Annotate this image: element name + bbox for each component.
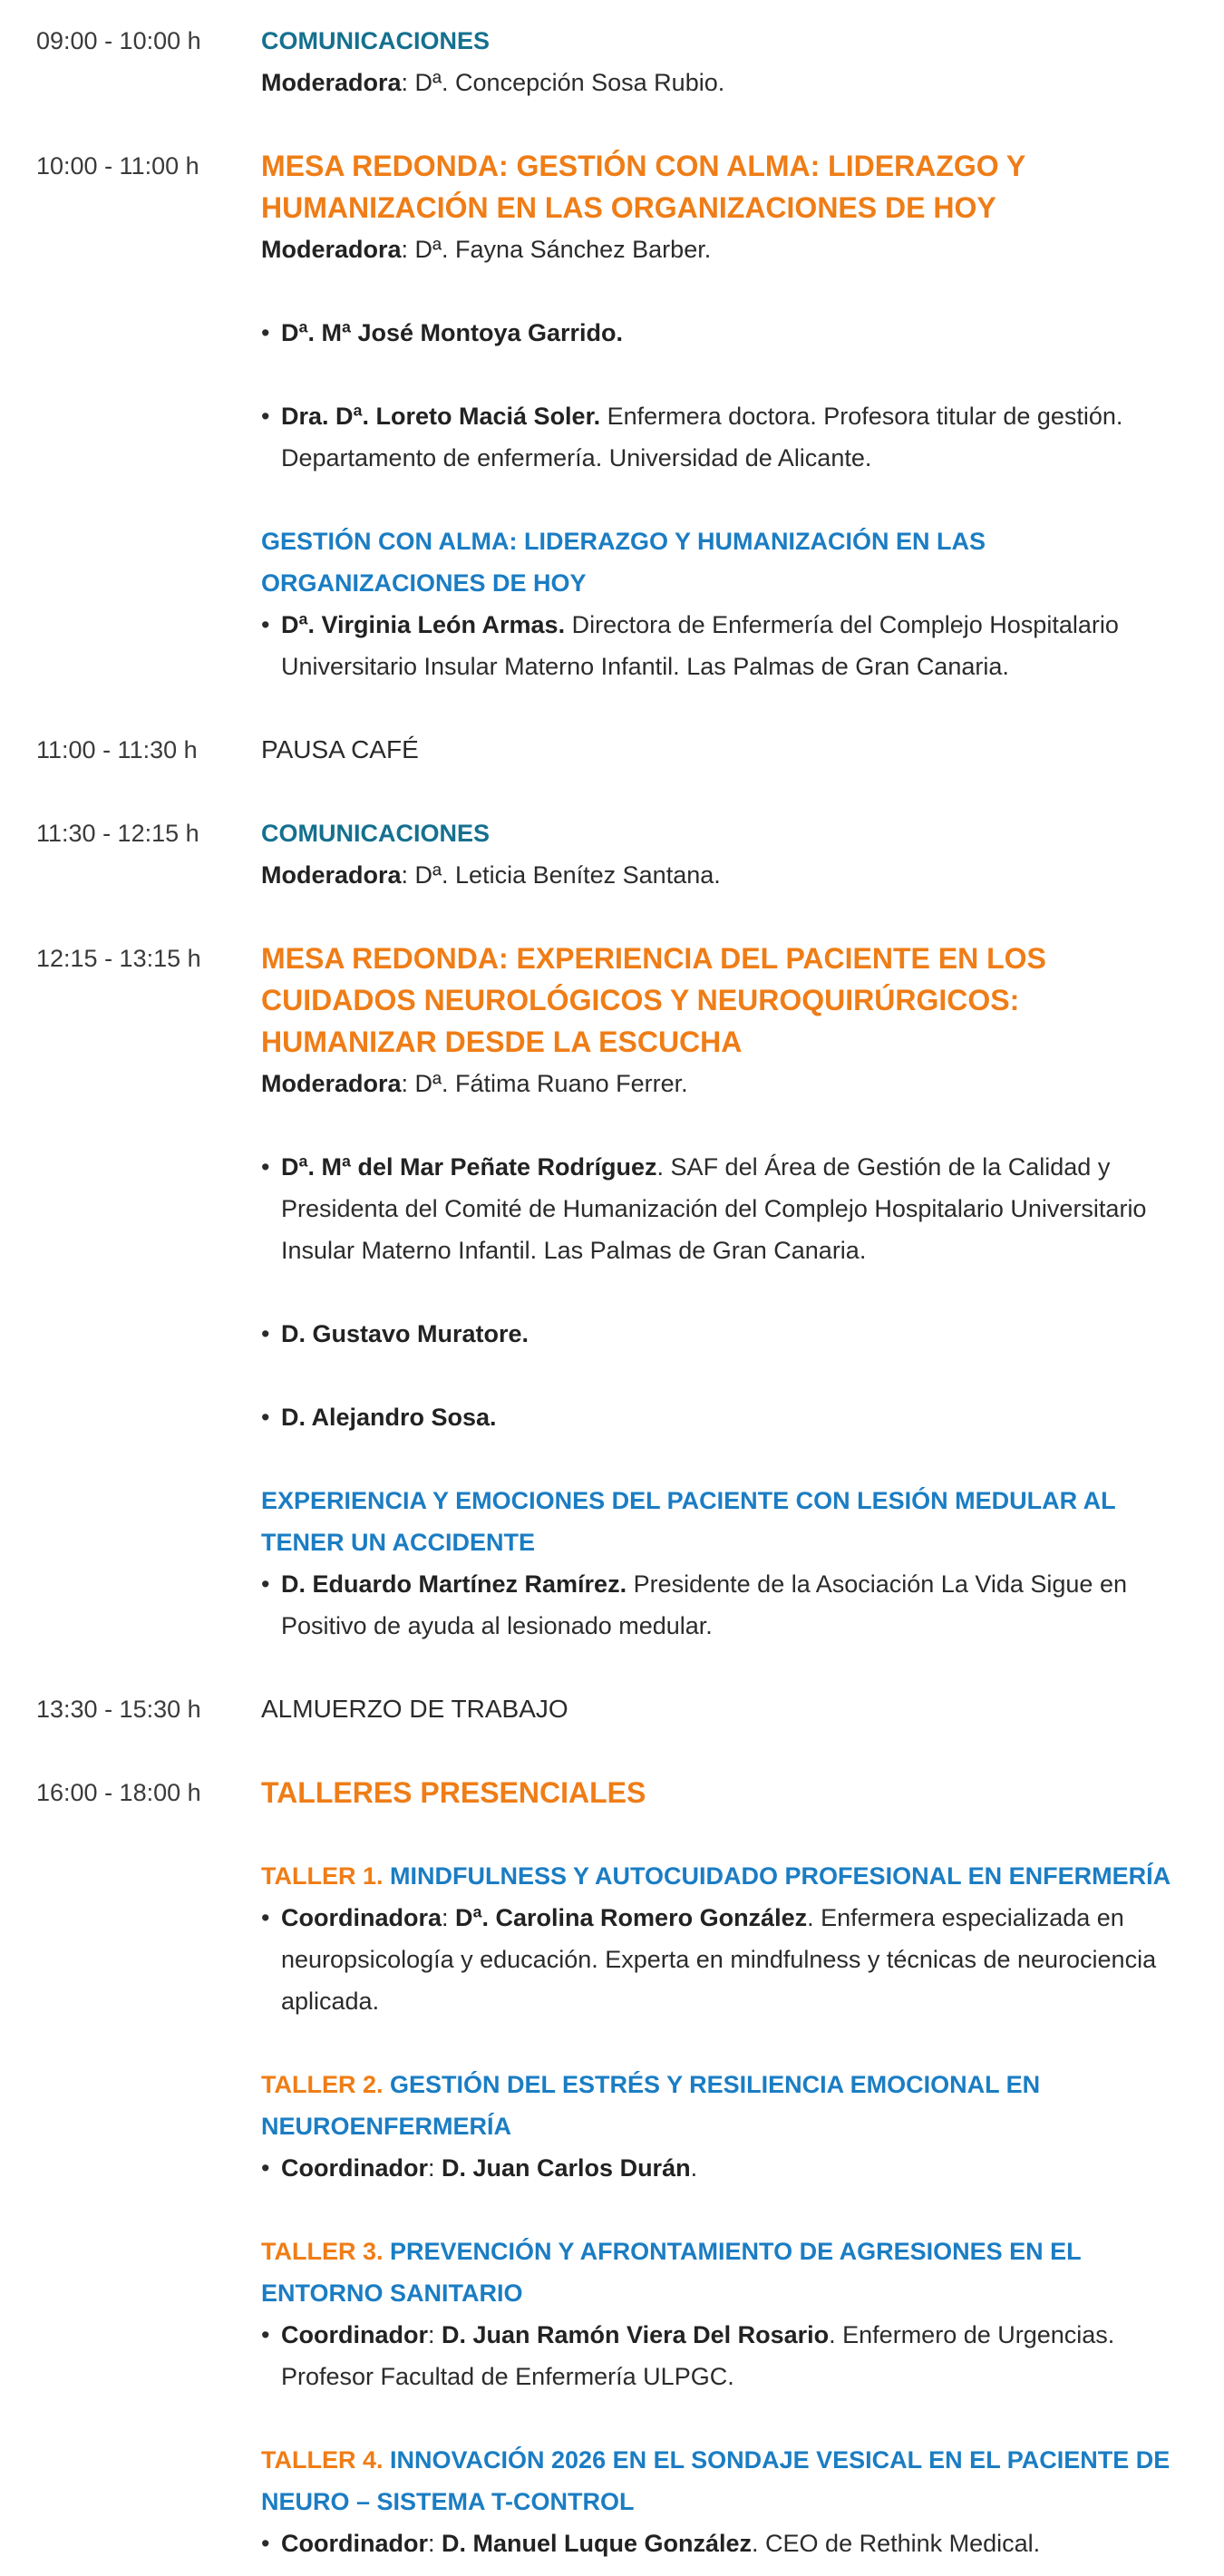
session-title: COMUNICACIONES	[261, 27, 491, 54]
session-content	[261, 20, 1195, 103]
coordinator-item	[261, 1897, 1195, 2022]
moderator-line	[261, 854, 1195, 896]
session-time: 16:00 - 18:00 h	[36, 1779, 201, 1806]
talk-title: EXPERIENCIA Y EMOCIONES DEL PACIENTE CON LESIÓN MEDULAR AL TENER UN ACCIDENTE	[261, 1487, 1116, 1556]
colon: :	[401, 236, 415, 263]
speaker-name: Dª. Mª José Montoya Garrido.	[281, 319, 624, 346]
bullet-icon: •	[261, 1904, 270, 1931]
moderator-name: Dª. Concepción Sosa Rubio.	[414, 69, 725, 96]
speaker-name: D. Eduardo Martínez Ramírez.	[281, 1570, 627, 1598]
colon: :	[428, 2321, 442, 2348]
session-time: 12:15 - 13:15 h	[36, 945, 201, 972]
workshop-title	[261, 2064, 1195, 2147]
workshop-title	[261, 1855, 1195, 1897]
colon: :	[428, 2154, 442, 2182]
speaker-description: Directora de Enfermería del Complejo Hospitalario Universitario Insular Materno Infantil. Las Palmas de Gran Canaria.	[281, 611, 1119, 680]
coordinator-role: Coordinador	[281, 2154, 428, 2182]
workshop-name: MINDFULNESS Y AUTOCUIDADO PROFESIONAL EN ENFERMERÍA	[390, 1862, 1171, 1890]
talk-title: GESTIÓN CON ALMA: LIDERAZGO Y HUMANIZACIÓN EN LAS ORGANIZACIONES DE HOY	[261, 528, 986, 597]
colon: :	[428, 2530, 442, 2557]
coordinator-item	[261, 2147, 1195, 2189]
coordinator-description: . CEO de Rethink Medical.	[752, 2530, 1041, 2557]
speaker-item	[261, 1146, 1195, 1271]
colon: :	[442, 1904, 456, 1931]
workshop-label: TALLER 4.	[261, 2446, 384, 2474]
coordinator-role: Coordinador	[281, 2321, 428, 2348]
session-title: PAUSA CAFÉ	[261, 735, 419, 763]
speaker-description: . SAF del Área de Gestión de la Calidad y Presidenta del Comité de Humanización del Complejo Hospitalario Universitario Insular Materno Infantil. Las Palmas de Gran Canaria.	[281, 1153, 1147, 1264]
speaker-description: Presidente de la Asociación La Vida Sigue en Positivo de ayuda al lesionado medular.	[281, 1570, 1127, 1639]
coordinator-description: .	[690, 2154, 698, 2182]
workshop-name: PREVENCIÓN Y AFRONTAMIENTO DE AGRESIONES EN EL ENTORNO SANITARIO	[261, 2238, 1082, 2307]
speaker-name: D. Alejandro Sosa.	[281, 1404, 497, 1431]
moderator-name: Dª. Fátima Ruano Ferrer.	[414, 1070, 688, 1097]
workshop-title	[261, 2231, 1195, 2314]
moderator-label: Moderadora	[261, 1070, 402, 1097]
coordinator-description: . Enfermera especializada en neuropsicología y educación. Experta en mindfulness y técnicas de neurociencia aplicada.	[281, 1904, 1157, 2015]
bullet-icon: •	[261, 2321, 270, 2348]
colon: :	[401, 69, 415, 96]
session-time: 11:30 - 12:15 h	[36, 820, 199, 847]
workshop-title	[261, 2439, 1195, 2523]
speaker-name: Dra. Dª. Loreto Maciá Soler.	[281, 403, 601, 430]
speaker-item	[261, 1563, 1195, 1647]
coordinator-role: Coordinador	[281, 2530, 428, 2557]
moderator-name: Dª. Fayna Sánchez Barber.	[414, 236, 712, 263]
moderator-line	[261, 62, 1195, 103]
session-title: MESA REDONDA: EXPERIENCIA DEL PACIENTE EN LOS CUIDADOS NEUROLÓGICOS Y NEUROQUIRÚRGICOS: HUMANIZAR DESDE LA ESCUCHA	[261, 942, 1046, 1058]
bullet-icon: •	[261, 611, 270, 638]
session-title: ALMUERZO DE TRABAJO	[261, 1695, 568, 1723]
speaker-name: Dª. Mª del Mar Peñate Rodríguez	[281, 1153, 657, 1181]
session-row	[0, 145, 1224, 687]
bullet-icon: •	[261, 1153, 270, 1181]
coordinator-name: D. Juan Carlos Durán	[442, 2154, 691, 2182]
moderator-label: Moderadora	[261, 236, 402, 263]
coordinator-role: Coordinadora	[281, 1904, 442, 1931]
speaker-item	[261, 1313, 1195, 1355]
session-content	[261, 1688, 1195, 1730]
speaker-description: Enfermera doctora. Profesora titular de gestión. Departamento de enfermería. Universidad de Alicante.	[281, 403, 1123, 471]
session-time: 09:00 - 10:00 h	[36, 27, 201, 54]
workshop-label: TALLER 3.	[261, 2238, 384, 2265]
coordinator-name: D. Juan Ramón Viera Del Rosario	[442, 2321, 830, 2348]
session-row	[0, 1688, 1224, 1730]
bullet-icon: •	[261, 403, 270, 430]
session-content	[261, 145, 1195, 687]
speaker-name: D. Gustavo Muratore.	[281, 1320, 529, 1347]
bullet-icon: •	[261, 1320, 270, 1347]
session-time: 13:30 - 15:30 h	[36, 1696, 201, 1723]
session-title: COMUNICACIONES	[261, 820, 491, 847]
moderator-label: Moderadora	[261, 69, 402, 96]
coordinator-name: D. Manuel Luque González	[442, 2530, 753, 2557]
coordinator-item	[261, 2523, 1195, 2564]
workshop-name: INNOVACIÓN 2026 EN EL SONDAJE VESICAL EN EL PACIENTE DE NEURO – SISTEMA T-CONTROL	[261, 2446, 1171, 2515]
coordinator-description: . Enfermero de Urgencias. Profesor Facultad de Enfermería ULPGC.	[281, 2321, 1115, 2390]
workshop-label: TALLER 2.	[261, 2071, 384, 2098]
bullet-icon: •	[261, 319, 270, 346]
speaker-item	[261, 395, 1195, 479]
coordinator-item	[261, 2314, 1195, 2397]
speaker-name: Dª. Virginia León Armas.	[281, 611, 566, 638]
session-row	[0, 1772, 1224, 2564]
session-row	[0, 938, 1224, 1647]
bullet-icon: •	[261, 1570, 270, 1598]
session-time: 10:00 - 11:00 h	[36, 152, 199, 180]
session-row	[0, 20, 1224, 103]
speaker-item	[261, 312, 1195, 354]
bullet-icon: •	[261, 2530, 270, 2557]
session-title: TALLERES PRESENCIALES	[261, 1776, 646, 1809]
session-content	[261, 729, 1195, 771]
speaker-item	[261, 1396, 1195, 1438]
moderator-line	[261, 1063, 1195, 1104]
session-content	[261, 812, 1195, 896]
speaker-item	[261, 604, 1195, 687]
session-content	[261, 938, 1195, 1647]
session-row	[0, 729, 1224, 771]
moderator-line	[261, 228, 1195, 270]
moderator-label: Moderadora	[261, 861, 402, 889]
session-row	[0, 812, 1224, 896]
session-content	[261, 1772, 1195, 2564]
workshop-label: TALLER 1.	[261, 1862, 384, 1890]
moderator-name: Dª. Leticia Benítez Santana.	[414, 861, 721, 889]
session-time: 11:00 - 11:30 h	[36, 736, 198, 763]
coordinator-name: Dª. Carolina Romero González	[455, 1904, 808, 1931]
colon: :	[401, 1070, 415, 1097]
colon: :	[401, 861, 415, 889]
bullet-icon: •	[261, 1404, 270, 1431]
workshop-name: GESTIÓN DEL ESTRÉS Y RESILIENCIA EMOCIONAL EN NEUROENFERMERÍA	[261, 2071, 1041, 2140]
session-title: MESA REDONDA: GESTIÓN CON ALMA: LIDERAZGO Y HUMANIZACIÓN EN LAS ORGANIZACIONES DE HOY	[261, 150, 1025, 224]
bullet-icon: •	[261, 2154, 270, 2182]
